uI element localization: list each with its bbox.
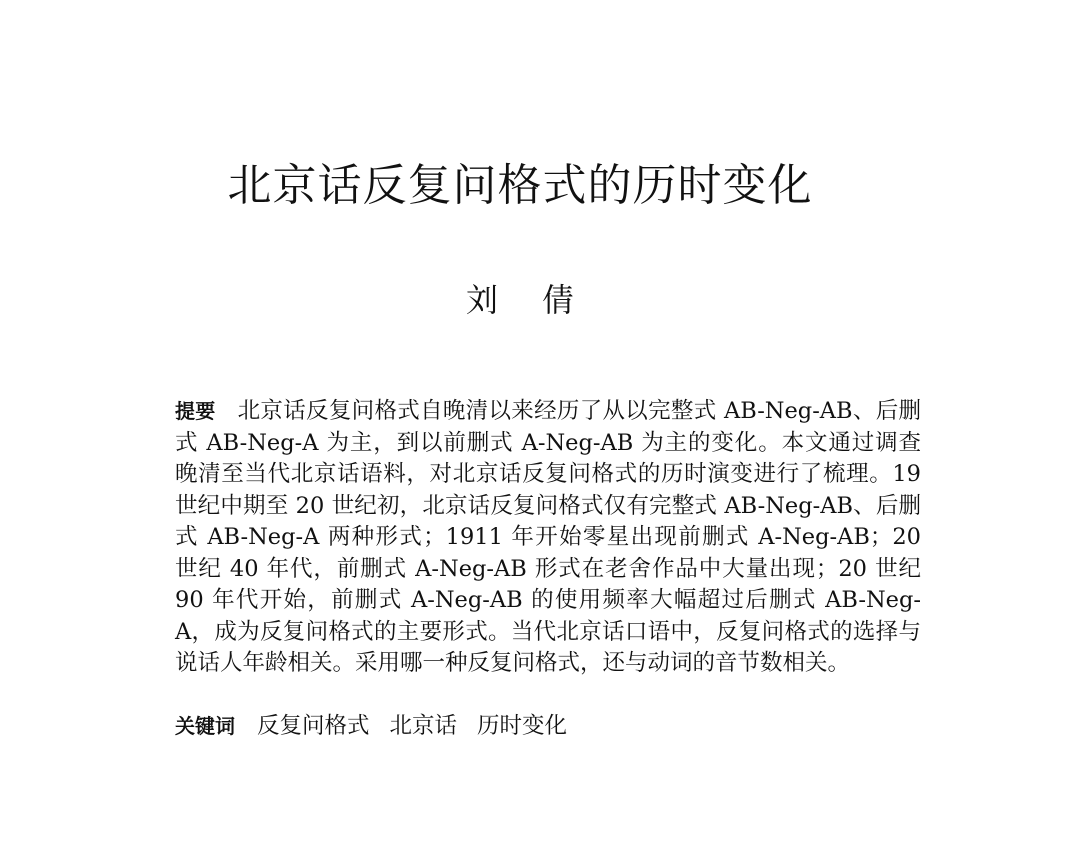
abstract-line: 式 AB-Neg-A 两种形式；1911 年开始零星出现前删式 A-Neg-AB；20 世 [175, 524, 921, 582]
abstract-line: 代开始，前删式 A-Neg-AB 的使用频率大幅超过后删式 AB-Neg-A，成为 [175, 587, 921, 645]
abstract-line: 删式 AB-Neg-A 为主，到以前删式 A-Neg-AB 为主的变化。本文通过调查 [175, 398, 922, 456]
abstract-line: 世纪中期至 20 世纪初，北京话反复问格式仅有完整式 AB-Neg-AB、后删 [175, 492, 921, 519]
abstract-label: 提要 [175, 399, 216, 423]
keyword: 反复问格式 [257, 713, 370, 739]
abstract-line: 晚清至当代北京话语料，对北京话反复问格式的历时演变进行了梳理。19 [175, 461, 921, 487]
abstract [175, 396, 921, 680]
keywords [175, 711, 921, 743]
keyword: 历时变化 [477, 713, 568, 739]
abstract-line: 纪 40 年代，前删式 A-Neg-AB 形式在老舍作品中大量出现；20 世纪 90 年 [175, 555, 921, 613]
abstract-line: 北京话反复问格式自晚清以来经历了从以完整式 AB-Neg-AB、后 [237, 398, 899, 424]
abstract-line: 反复问格式的主要形式。当代北京话口语中，反复问格式的选择与说话人 [175, 618, 921, 676]
abstract-line: 年龄相关。采用哪一种反复问格式，还与动词的音节数相关。 [242, 650, 851, 676]
keywords-label: 关键词 [175, 714, 235, 738]
paper-title: 北京话反复问格式的历时变化 [227, 160, 813, 211]
keyword: 北京话 [389, 713, 458, 739]
author-name: 刘倩 [465, 281, 618, 319]
